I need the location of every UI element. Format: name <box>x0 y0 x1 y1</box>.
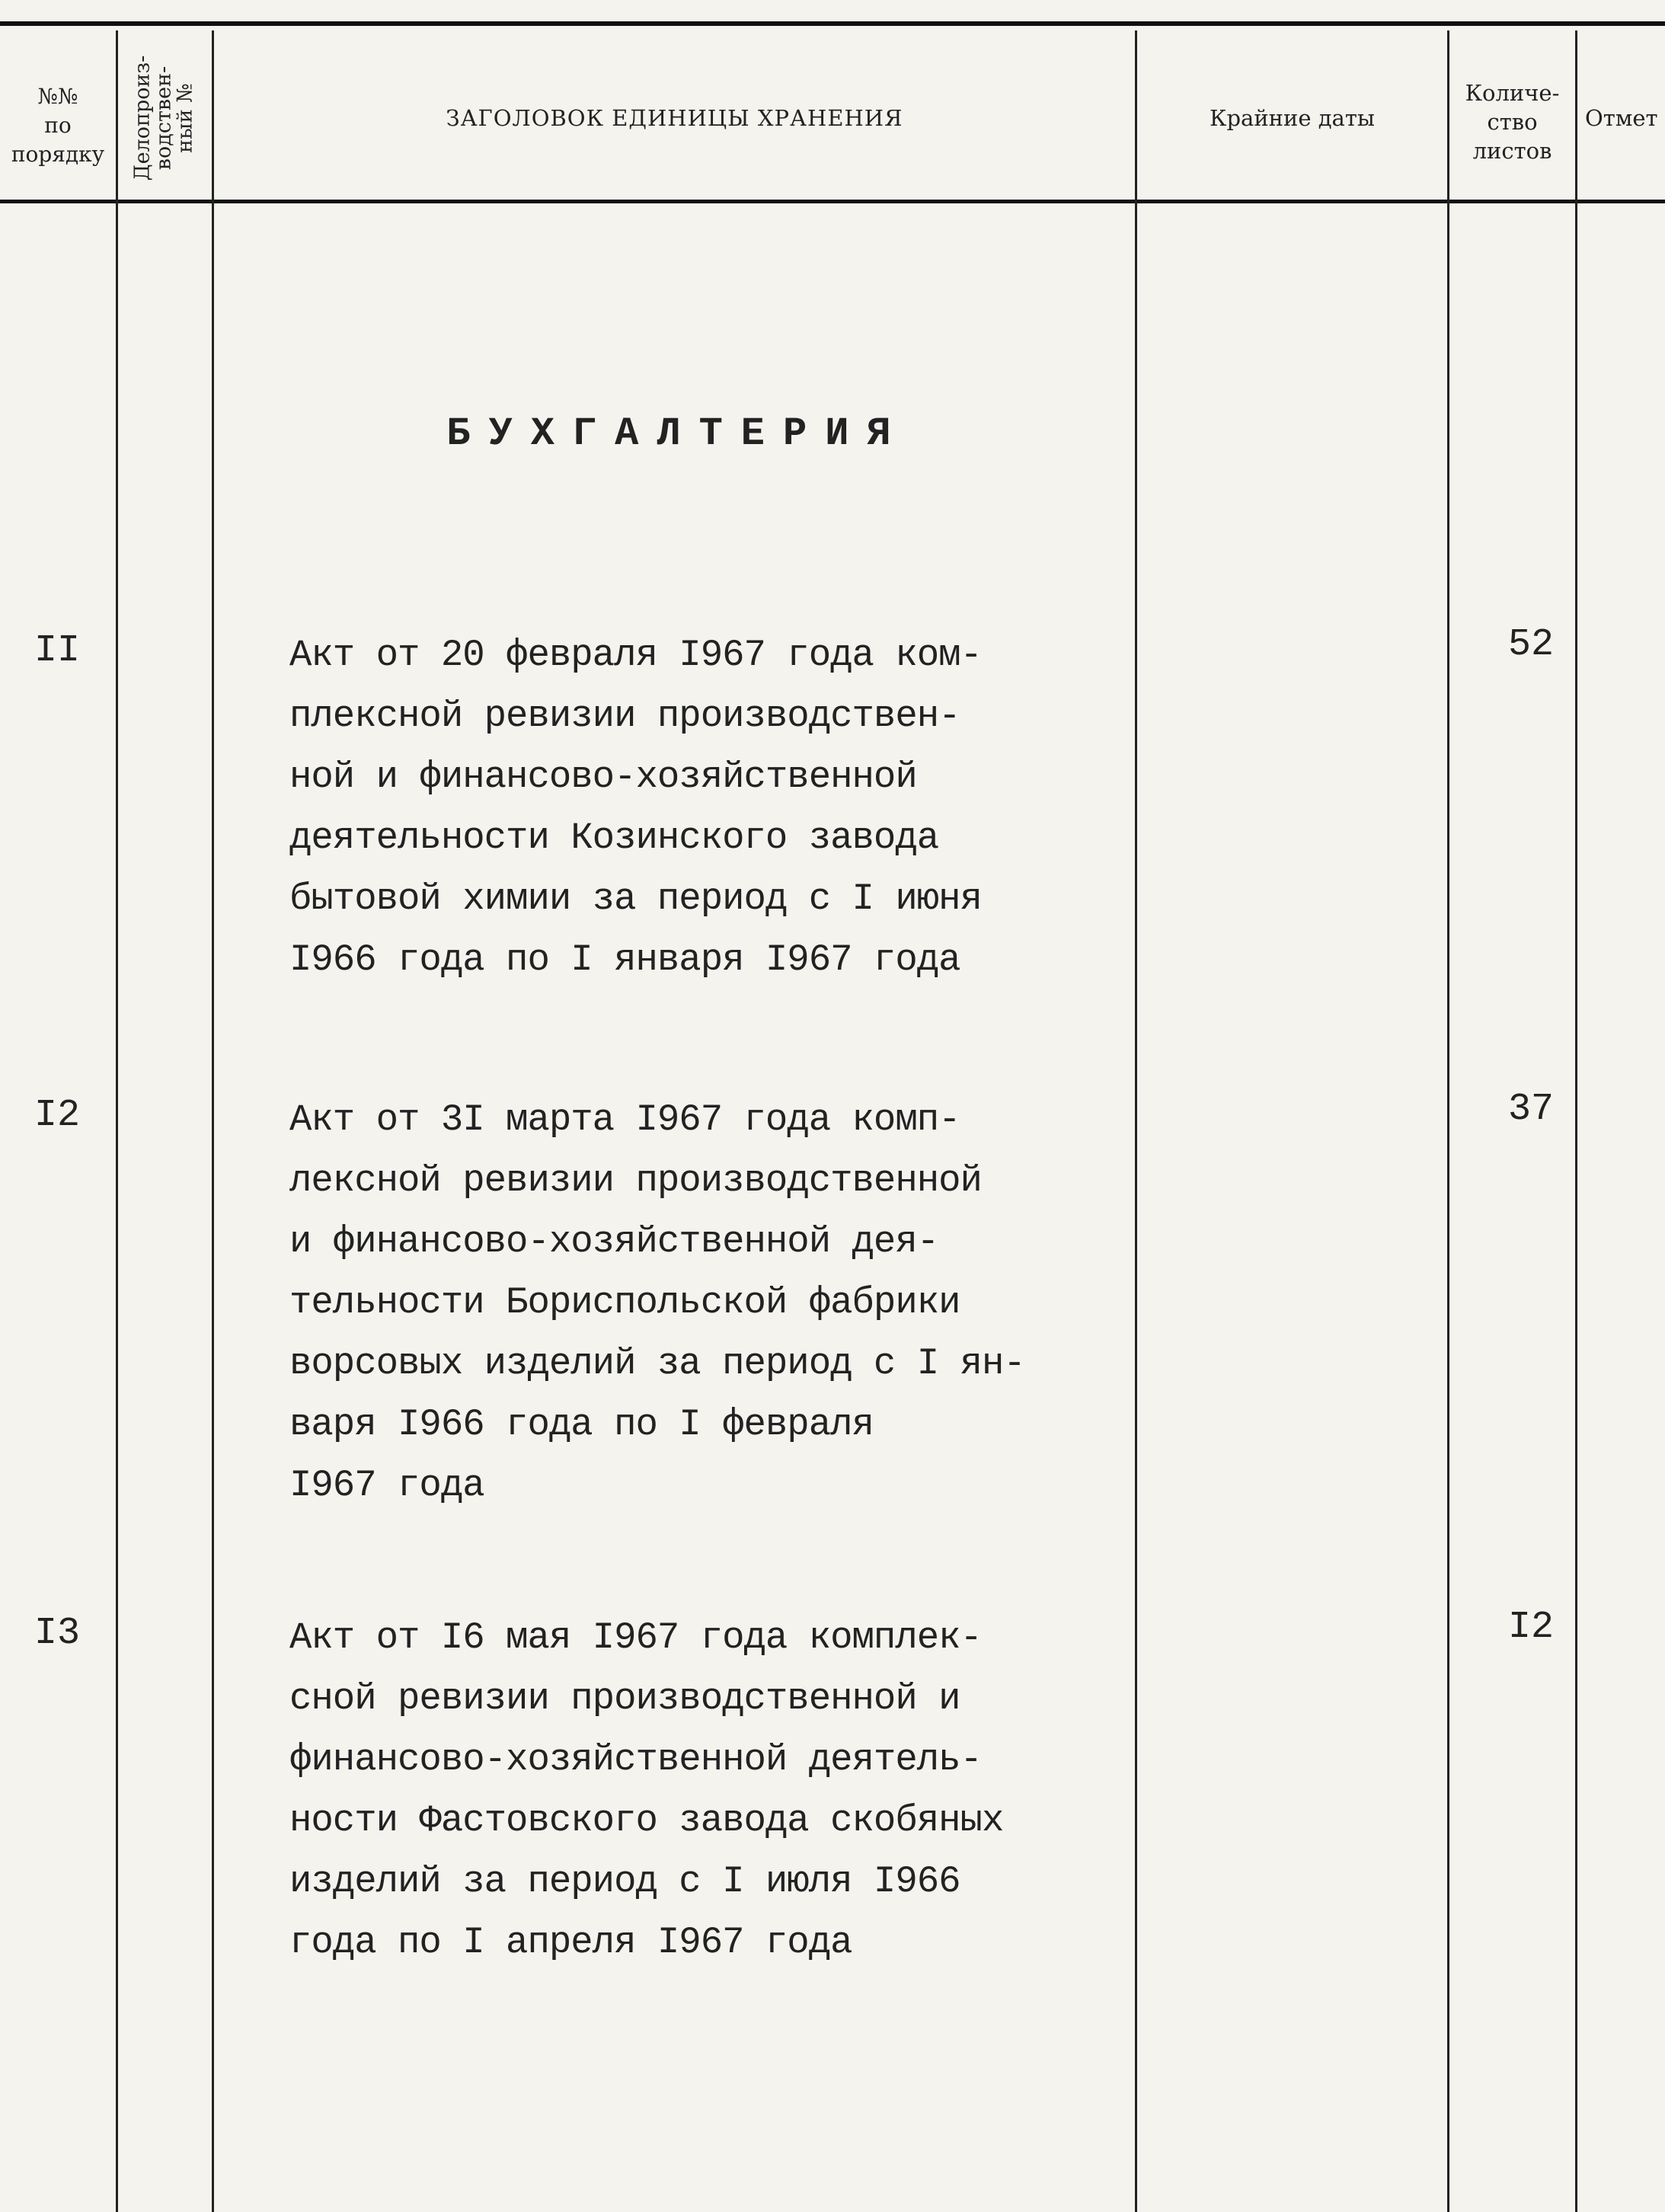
row-title-line: бытовой химии за период с I июня <box>289 877 982 920</box>
header-col-sheets-line-2: ство <box>1487 109 1538 135</box>
column-divider-2 <box>212 30 214 2212</box>
row-title-line: изделий за период с I июля I966 <box>289 1860 960 1903</box>
row-title-line: лексной ревизии производственной <box>289 1159 982 1202</box>
row-sheet-count: 37 <box>1507 1088 1554 1131</box>
row-number: II <box>34 629 80 673</box>
row-title-line: Акт от 3I марта I967 года комп- <box>289 1098 960 1141</box>
header-col-title: ЗАГОЛОВОК ЕДИНИЦЫ ХРАНЕНИЯ <box>446 105 903 131</box>
header-col-office-line-3: ный № <box>173 83 197 153</box>
row-title-line: и финансово-хозяйственной дея- <box>289 1220 939 1263</box>
row-title-line: варя I966 года по I февраля <box>289 1403 874 1446</box>
header-col-notes: Отмет <box>1585 105 1658 131</box>
header-col-number-line-1: №№ <box>37 84 78 109</box>
row-title-line: ности Фастовского завода скобяных <box>289 1799 1004 1842</box>
header-bottom-border <box>0 200 1665 203</box>
row-title-line: деятельности Козинского завода <box>289 817 939 859</box>
row-title-line: Акт от I6 мая I967 года комплек- <box>289 1616 982 1659</box>
row-title-line: Акт от 20 февраля I967 года ком- <box>289 634 982 676</box>
row-title-line: финансово-хозяйственной деятель- <box>289 1738 982 1781</box>
section-title: БУХГАЛТЕРИЯ <box>446 411 909 456</box>
column-divider-1 <box>116 30 118 2212</box>
row-title-line: года по I апреля I967 года <box>289 1921 852 1964</box>
header-col-sheets-line-3: листов <box>1472 138 1552 164</box>
header-col-sheets <box>1449 53 1575 190</box>
row-sheet-count: I2 <box>1507 1606 1554 1649</box>
row-title-line: I966 года по I января I967 года <box>289 938 960 981</box>
header-col-office-line-1: Делопроиз- <box>130 55 154 181</box>
header-col-number-line-2: по <box>44 113 72 138</box>
row-number: I2 <box>34 1094 80 1137</box>
row-title-line: тельности Бориспольской фабрики <box>289 1281 960 1324</box>
row-title <box>289 1089 1142 1516</box>
row-title-line: I967 года <box>289 1464 484 1507</box>
row-number: I3 <box>34 1612 80 1655</box>
row-title <box>289 625 1142 990</box>
header-col-office-line-2: водствен- <box>152 66 175 171</box>
header-col-number-line-3: порядку <box>11 142 105 167</box>
header-col-number <box>0 61 116 190</box>
row-title <box>289 1607 1142 1973</box>
header-col-office-number <box>118 38 209 198</box>
row-title-line: плексной ревизии производствен- <box>289 695 960 737</box>
row-title-line: ной и финансово-хозяйственной <box>289 756 917 798</box>
row-sheet-count: 52 <box>1507 623 1554 666</box>
row-title-line: сной ревизии производственной и <box>289 1677 960 1720</box>
header-col-dates: Крайние даты <box>1210 105 1375 131</box>
header-col-sheets-line-1: Количе- <box>1465 80 1560 106</box>
top-border <box>0 21 1665 26</box>
row-title-line: ворсовых изделий за период с I ян- <box>289 1342 1025 1385</box>
